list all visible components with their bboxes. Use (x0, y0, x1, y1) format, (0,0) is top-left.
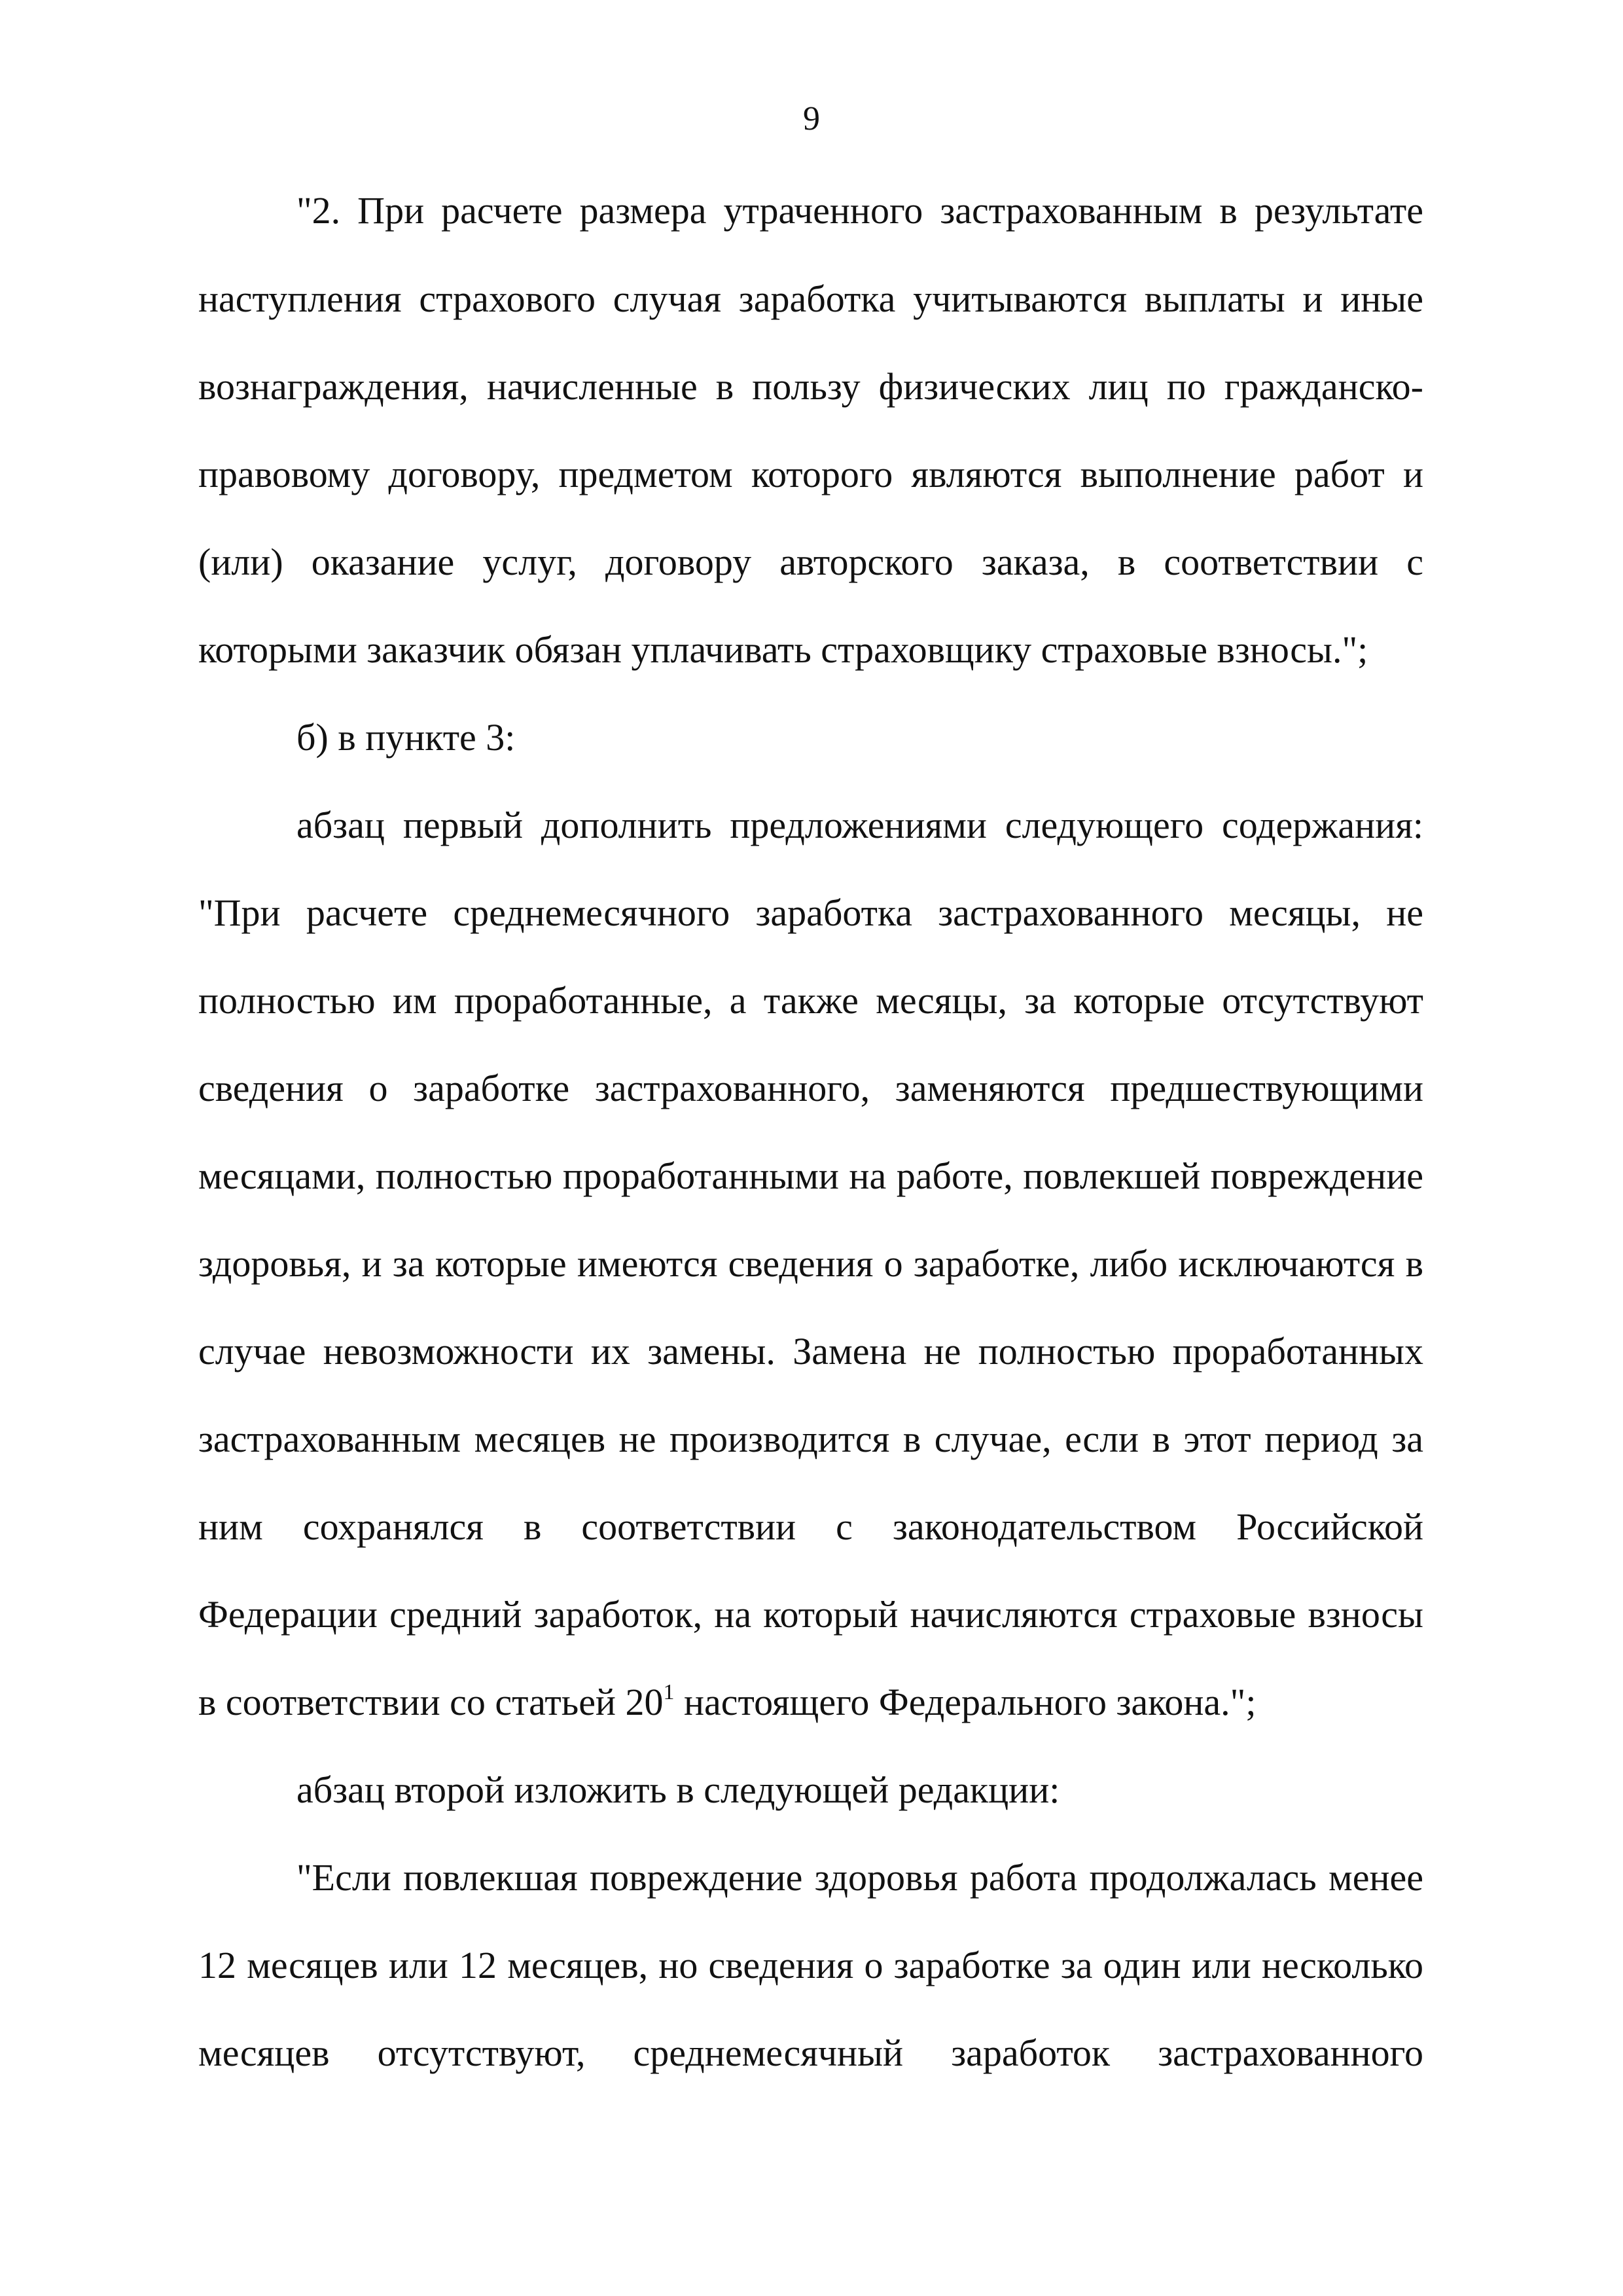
text-line: "При расчете среднемесячного заработка застрахованного месяцы, не (198, 891, 1423, 934)
text-line: 12 месяцев или 12 месяцев, но сведения о заработке за один или несколько (198, 1944, 1423, 1986)
text-line: абзац первый дополнить предложениями следующего содержания: (296, 804, 1423, 846)
text-line: "Если повлекшая повреждение здоровья работа продолжалась менее (296, 1856, 1423, 1899)
text-line: наступления страхового случая заработка учитываются выплаты и иные (198, 278, 1423, 320)
text-line: "2. При расчете размера утраченного застрахованным в результате (296, 189, 1423, 232)
text-line: ним сохранялся в соответствии с законодательством Российской (198, 1505, 1423, 1548)
text-line: б) в пункте 3: (296, 716, 516, 759)
text-line: (или) оказание услуг, договору авторского заказа, в соответствии с (198, 541, 1423, 583)
text-line: правовому договору, предметом которого являются выполнение работ и (198, 453, 1423, 495)
text-fragment: в соответствии со статьей 20 (198, 1681, 664, 1723)
page-number: 9 (803, 100, 820, 137)
superscript: 1 (663, 1679, 675, 1704)
text-line: сведения о заработке застрахованного, заменяются предшествующими (198, 1067, 1423, 1109)
text-line: абзац второй изложить в следующей редакции: (296, 1768, 1060, 1811)
text-line: случае невозможности их замены. Замена не полностью проработанных (198, 1330, 1423, 1372)
text-fragment: настоящего Федерального закона."; (674, 1681, 1257, 1723)
text-line: месяцами, полностью проработанными на работе, повлекшей повреждение (198, 1155, 1423, 1197)
text-line: здоровья, и за которые имеются сведения о заработке, либо исключаются в (198, 1242, 1423, 1285)
text-line (198, 1676, 1423, 1729)
text-line: застрахованным месяцев не производится в случае, если в этот период за (198, 1418, 1423, 1460)
text-line: Федерации средний заработок, на который начисляются страховые взносы (198, 1593, 1423, 1636)
text-line: месяцев отсутствуют, среднемесячный заработок застрахованного (198, 2032, 1423, 2074)
text-line: которыми заказчик обязан уплачивать страховщику страховые взносы."; (198, 628, 1368, 671)
text-line: вознаграждения, начисленные в пользу физических лиц по гражданско- (198, 365, 1423, 408)
text-line: полностью им проработанные, а также месяцы, за которые отсутствуют (198, 979, 1423, 1022)
